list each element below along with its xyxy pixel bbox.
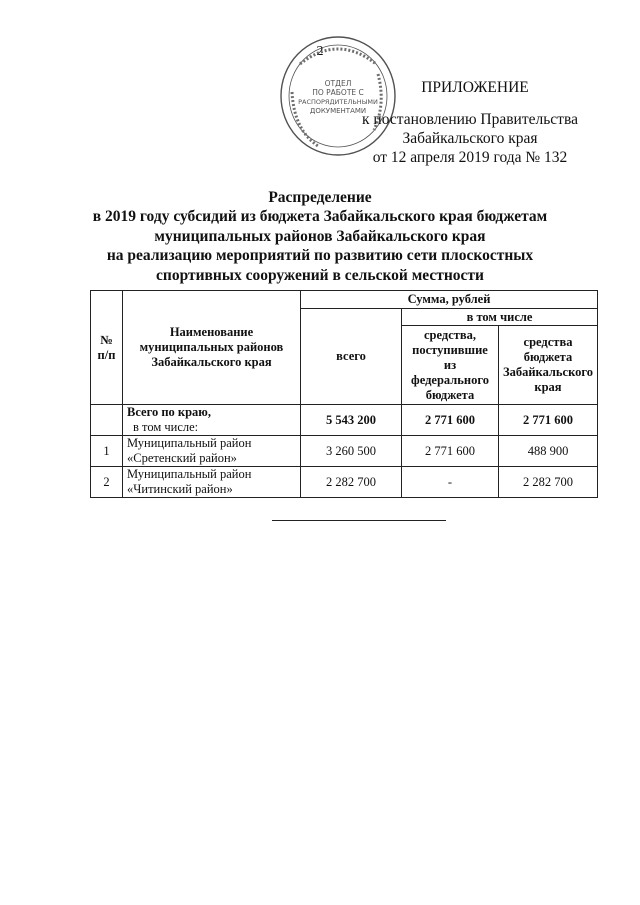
header-regional: средства бюджета Забайкальского края	[499, 326, 598, 405]
appendix-line-3: от 12 апреля 2019 года № 132	[372, 149, 568, 166]
total-label	[123, 405, 301, 436]
row-num: 1	[91, 436, 123, 467]
total-label-line-1: Всего по краю,	[127, 405, 211, 419]
total-regional: 2 771 600	[499, 405, 598, 436]
seal-line-3: РАСПОРЯДИТЕЛЬНЫМИ	[298, 98, 378, 106]
row-federal: -	[402, 467, 499, 498]
total-sum: 5 543 200	[301, 405, 402, 436]
appendix-label: ПРИЛОЖЕНИЕ	[421, 79, 529, 96]
table-row	[91, 436, 598, 467]
seal-line-1: ОТДЕЛ	[324, 79, 352, 88]
row-name-line-2: «Сретенский район»	[127, 451, 237, 465]
row-name-line-1: Муниципальный район	[127, 436, 252, 450]
row-regional: 2 282 700	[499, 467, 598, 498]
subsidy-table	[90, 290, 598, 498]
total-federal: 2 771 600	[402, 405, 499, 436]
title-line-4: на реализацию мероприятий по развитию сети плоскостных	[106, 247, 534, 265]
row-name-line-1: Муниципальный район	[127, 467, 252, 481]
title-line-5: спортивных сооружений в сельской местности	[156, 266, 484, 284]
total-label-line-2: в том числе:	[133, 420, 199, 434]
header-total: всего	[301, 309, 402, 405]
document-title	[60, 188, 580, 285]
seal-line-4: ДОКУМЕНТАМИ	[309, 107, 367, 115]
header-num: № п/п	[91, 291, 123, 405]
table-row	[91, 467, 598, 498]
row-regional: 488 900	[499, 436, 598, 467]
table-row-total	[91, 405, 598, 436]
header-federal: средства, поступившие из федерального бюджета	[402, 326, 499, 405]
title-line-3: муниципальных районов Забайкальского края	[154, 227, 486, 245]
row-num: 2	[91, 467, 123, 498]
appendix-line-2: Забайкальского края	[402, 130, 538, 147]
header-incl: в том числе	[402, 309, 598, 326]
appendix-line-1: к постановлению Правительства	[362, 111, 578, 128]
header-sum: Сумма, рублей	[301, 291, 598, 309]
header-name: Наименование муниципальных районов Забайкальского края	[123, 291, 301, 405]
closing-rule	[272, 520, 446, 521]
seal-line-2: ПО РАБОТЕ С	[312, 88, 364, 97]
row-name-line-2: «Читинский район»	[127, 482, 233, 496]
row-name	[123, 467, 301, 498]
row-total: 2 282 700	[301, 467, 402, 498]
title-line-2: в 2019 году субсидий из бюджета Забайкальского края бюджетам	[92, 208, 548, 226]
row-total: 3 260 500	[301, 436, 402, 467]
row-federal: 2 771 600	[402, 436, 499, 467]
page-number: 2	[316, 44, 324, 59]
title-line-1: Распределение	[268, 189, 372, 206]
row-name	[123, 436, 301, 467]
